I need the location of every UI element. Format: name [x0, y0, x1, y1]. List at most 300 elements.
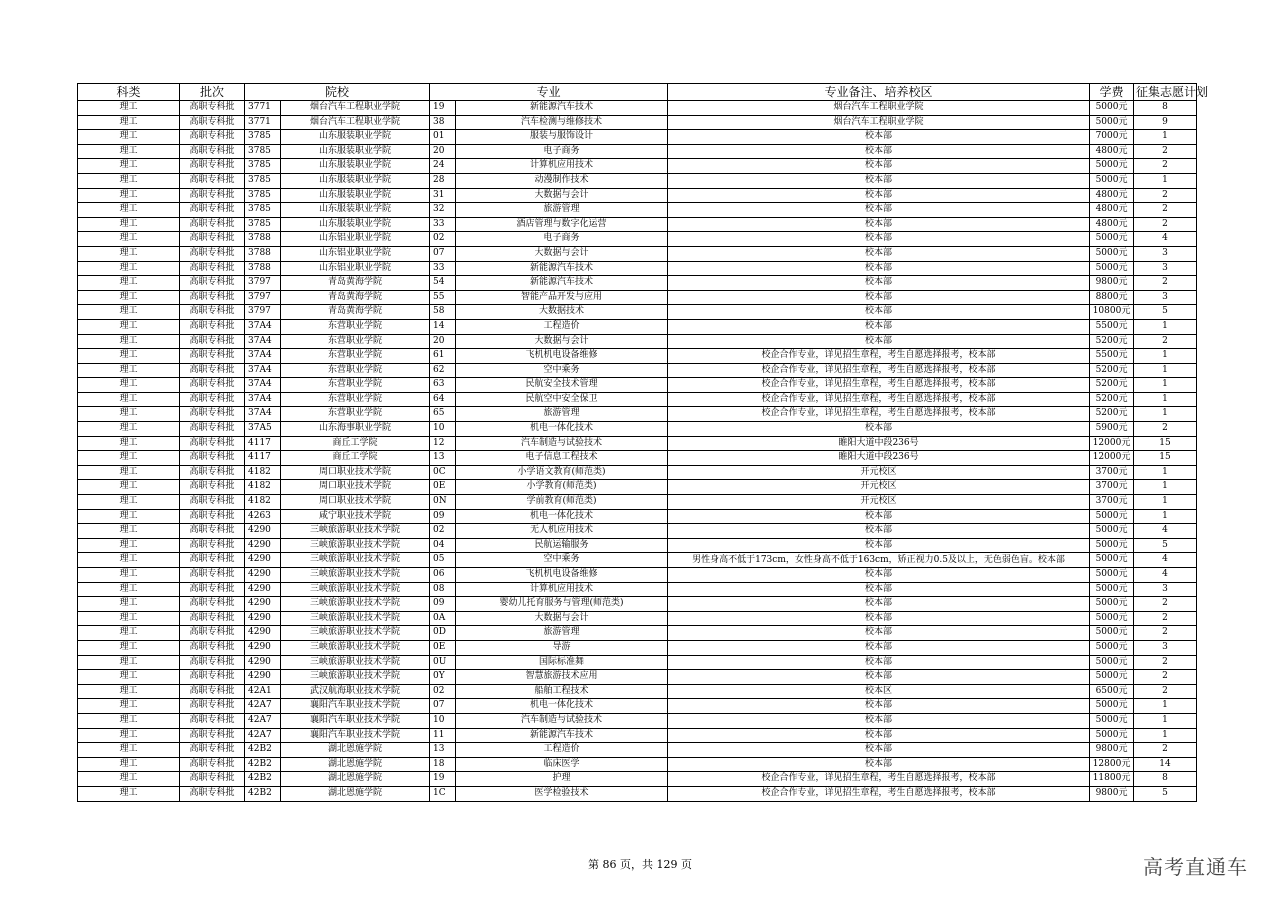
major-code-cell: 62 [430, 363, 456, 378]
notes-cell: 校本部 [668, 713, 1090, 728]
major-name-cell: 计算机应用技术 [456, 159, 668, 174]
category-cell: 理工 [78, 130, 180, 145]
major-name-cell: 汽车制造与试验技术 [456, 436, 668, 451]
major-name-cell: 机电一体化技术 [456, 509, 668, 524]
major-code-cell: 0N [430, 495, 456, 510]
table-body [78, 101, 1197, 802]
notes-cell: 校本部 [668, 524, 1090, 539]
tuition-cell: 5000元 [1090, 173, 1134, 188]
category-cell: 理工 [78, 684, 180, 699]
batch-cell: 高职专科批 [180, 334, 245, 349]
plan-cell: 1 [1134, 363, 1197, 378]
table-row [78, 290, 1197, 305]
school-name-cell: 周口职业技术学院 [281, 480, 430, 495]
school-name-cell: 三峡旅游职业技术学院 [281, 611, 430, 626]
table-row [78, 538, 1197, 553]
school-name-cell: 三峡旅游职业技术学院 [281, 568, 430, 583]
school-code-cell: 4290 [245, 670, 281, 685]
notes-cell: 校本部 [668, 334, 1090, 349]
tuition-cell: 5000元 [1090, 582, 1134, 597]
school-name-cell: 三峡旅游职业技术学院 [281, 538, 430, 553]
table-row [78, 568, 1197, 583]
header-notes: 专业备注、培养校区 [668, 84, 1090, 101]
category-cell: 理工 [78, 524, 180, 539]
table-row [78, 553, 1197, 568]
plan-cell: 2 [1134, 203, 1197, 218]
plan-cell: 2 [1134, 626, 1197, 641]
batch-cell: 高职专科批 [180, 436, 245, 451]
school-code-cell: 3785 [245, 217, 281, 232]
major-code-cell: 09 [430, 597, 456, 612]
tuition-cell: 5000元 [1090, 670, 1134, 685]
major-code-cell: 10 [430, 422, 456, 437]
tuition-cell: 5000元 [1090, 597, 1134, 612]
school-code-cell: 42A7 [245, 728, 281, 743]
major-name-cell: 旅游管理 [456, 407, 668, 422]
school-name-cell: 山东铝业职业学院 [281, 246, 430, 261]
batch-cell: 高职专科批 [180, 670, 245, 685]
batch-cell: 高职专科批 [180, 582, 245, 597]
school-code-cell: 42B2 [245, 757, 281, 772]
school-name-cell: 山东服装职业学院 [281, 203, 430, 218]
school-name-cell: 三峡旅游职业技术学院 [281, 582, 430, 597]
table-row [78, 451, 1197, 466]
tuition-cell: 7000元 [1090, 130, 1134, 145]
school-code-cell: 4117 [245, 436, 281, 451]
major-name-cell: 小学教育(师范类) [456, 480, 668, 495]
batch-cell: 高职专科批 [180, 451, 245, 466]
major-name-cell: 新能源汽车技术 [456, 101, 668, 116]
school-name-cell: 东营职业学院 [281, 349, 430, 364]
batch-cell: 高职专科批 [180, 772, 245, 787]
category-cell: 理工 [78, 626, 180, 641]
batch-cell: 高职专科批 [180, 246, 245, 261]
notes-cell: 校本部 [668, 597, 1090, 612]
tuition-cell: 9800元 [1090, 743, 1134, 758]
notes-cell: 校本部 [668, 305, 1090, 320]
school-code-cell: 4182 [245, 495, 281, 510]
category-cell: 理工 [78, 670, 180, 685]
major-name-cell: 空中乘务 [456, 553, 668, 568]
plan-cell: 2 [1134, 611, 1197, 626]
tuition-cell: 5000元 [1090, 655, 1134, 670]
major-code-cell: 18 [430, 757, 456, 772]
plan-cell: 3 [1134, 261, 1197, 276]
school-name-cell: 东营职业学院 [281, 363, 430, 378]
major-code-cell: 19 [430, 772, 456, 787]
category-cell: 理工 [78, 276, 180, 291]
plan-cell: 2 [1134, 655, 1197, 670]
tuition-cell: 5000元 [1090, 640, 1134, 655]
plan-cell: 2 [1134, 144, 1197, 159]
tuition-cell: 5500元 [1090, 319, 1134, 334]
major-name-cell: 飞机机电设备维修 [456, 568, 668, 583]
major-code-cell: 24 [430, 159, 456, 174]
school-name-cell: 三峡旅游职业技术学院 [281, 553, 430, 568]
plan-cell: 3 [1134, 290, 1197, 305]
category-cell: 理工 [78, 232, 180, 247]
major-code-cell: 63 [430, 378, 456, 393]
table-row [78, 422, 1197, 437]
category-cell: 理工 [78, 115, 180, 130]
school-name-cell: 东营职业学院 [281, 378, 430, 393]
notes-cell: 校本部 [668, 538, 1090, 553]
table-row [78, 699, 1197, 714]
plan-cell: 1 [1134, 173, 1197, 188]
plan-cell: 3 [1134, 582, 1197, 597]
tuition-cell: 6500元 [1090, 684, 1134, 699]
plan-cell: 1 [1134, 728, 1197, 743]
batch-cell: 高职专科批 [180, 538, 245, 553]
major-code-cell: 20 [430, 334, 456, 349]
tuition-cell: 5000元 [1090, 699, 1134, 714]
major-name-cell: 汽车制造与试验技术 [456, 713, 668, 728]
batch-cell: 高职专科批 [180, 349, 245, 364]
school-name-cell: 山东服装职业学院 [281, 217, 430, 232]
plan-cell: 5 [1134, 786, 1197, 801]
header-batch: 批次 [180, 84, 245, 101]
school-code-cell: 3785 [245, 203, 281, 218]
category-cell: 理工 [78, 480, 180, 495]
notes-cell: 校企合作专业，详见招生章程，考生自愿选择报考，校本部 [668, 786, 1090, 801]
batch-cell: 高职专科批 [180, 407, 245, 422]
plan-cell: 2 [1134, 743, 1197, 758]
plan-cell: 2 [1134, 684, 1197, 699]
category-cell: 理工 [78, 305, 180, 320]
school-code-cell: 3788 [245, 261, 281, 276]
table-header-row [78, 84, 1197, 101]
tuition-cell: 11800元 [1090, 772, 1134, 787]
plan-cell: 2 [1134, 188, 1197, 203]
school-code-cell: 42B2 [245, 786, 281, 801]
major-name-cell: 智慧旅游技术应用 [456, 670, 668, 685]
table-row [78, 305, 1197, 320]
table-row [78, 144, 1197, 159]
school-code-cell: 4290 [245, 640, 281, 655]
major-name-cell: 新能源汽车技术 [456, 276, 668, 291]
table-row [78, 159, 1197, 174]
admission-plan-table [77, 83, 1209, 802]
category-cell: 理工 [78, 757, 180, 772]
school-name-cell: 周口职业技术学院 [281, 465, 430, 480]
tuition-cell: 5200元 [1090, 392, 1134, 407]
major-code-cell: 02 [430, 524, 456, 539]
batch-cell: 高职专科批 [180, 130, 245, 145]
notes-cell: 校本部 [668, 699, 1090, 714]
major-code-cell: 19 [430, 101, 456, 116]
table-row [78, 246, 1197, 261]
school-name-cell: 武汉航海职业技术学院 [281, 684, 430, 699]
category-cell: 理工 [78, 261, 180, 276]
plan-cell: 5 [1134, 538, 1197, 553]
notes-cell: 开元校区 [668, 465, 1090, 480]
batch-cell: 高职专科批 [180, 232, 245, 247]
major-name-cell: 导游 [456, 640, 668, 655]
tuition-cell: 5000元 [1090, 261, 1134, 276]
school-code-cell: 3788 [245, 246, 281, 261]
watermark-logo: 高考直通车 [1143, 855, 1248, 879]
school-name-cell: 青岛黄海学院 [281, 290, 430, 305]
major-code-cell: 28 [430, 173, 456, 188]
table-row [78, 611, 1197, 626]
table-row [78, 115, 1197, 130]
notes-cell: 开元校区 [668, 495, 1090, 510]
table-row [78, 495, 1197, 510]
major-code-cell: 54 [430, 276, 456, 291]
tuition-cell: 3700元 [1090, 465, 1134, 480]
plan-cell: 3 [1134, 246, 1197, 261]
header-major: 专业 [430, 84, 668, 101]
tuition-cell: 5900元 [1090, 422, 1134, 437]
batch-cell: 高职专科批 [180, 640, 245, 655]
header-school: 院校 [245, 84, 430, 101]
table-row [78, 597, 1197, 612]
category-cell: 理工 [78, 538, 180, 553]
plan-cell: 1 [1134, 130, 1197, 145]
notes-cell: 校本区 [668, 684, 1090, 699]
table-row [78, 684, 1197, 699]
notes-cell: 校本部 [668, 670, 1090, 685]
school-name-cell: 湖北恩施学院 [281, 772, 430, 787]
major-code-cell: 05 [430, 553, 456, 568]
category-cell: 理工 [78, 436, 180, 451]
notes-cell: 校本部 [668, 173, 1090, 188]
batch-cell: 高职专科批 [180, 699, 245, 714]
school-code-cell: 4182 [245, 480, 281, 495]
major-name-cell: 医学检验技术 [456, 786, 668, 801]
table-row [78, 524, 1197, 539]
tuition-cell: 4800元 [1090, 203, 1134, 218]
school-name-cell: 青岛黄海学院 [281, 276, 430, 291]
notes-cell: 校本部 [668, 509, 1090, 524]
notes-cell: 校本部 [668, 217, 1090, 232]
notes-cell: 校企合作专业，详见招生章程，考生自愿选择报考，校本部 [668, 363, 1090, 378]
major-code-cell: 58 [430, 305, 456, 320]
major-code-cell: 09 [430, 509, 456, 524]
school-name-cell: 襄阳汽车职业技术学院 [281, 713, 430, 728]
category-cell: 理工 [78, 553, 180, 568]
tuition-cell: 5000元 [1090, 538, 1134, 553]
batch-cell: 高职专科批 [180, 480, 245, 495]
school-code-cell: 4290 [245, 524, 281, 539]
tuition-cell: 5000元 [1090, 101, 1134, 116]
table-row [78, 101, 1197, 116]
table-row [78, 261, 1197, 276]
major-name-cell: 空中乘务 [456, 363, 668, 378]
category-cell: 理工 [78, 349, 180, 364]
notes-cell: 校本部 [668, 582, 1090, 597]
school-name-cell: 东营职业学院 [281, 407, 430, 422]
tuition-cell: 5000元 [1090, 626, 1134, 641]
batch-cell: 高职专科批 [180, 115, 245, 130]
major-name-cell: 大数据与会计 [456, 611, 668, 626]
plan-cell: 4 [1134, 568, 1197, 583]
tuition-cell: 5000元 [1090, 232, 1134, 247]
school-name-cell: 山东服装职业学院 [281, 188, 430, 203]
school-code-cell: 3785 [245, 144, 281, 159]
plan-cell: 3 [1134, 640, 1197, 655]
category-cell: 理工 [78, 363, 180, 378]
tuition-cell: 9800元 [1090, 276, 1134, 291]
school-code-cell: 37A4 [245, 349, 281, 364]
category-cell: 理工 [78, 144, 180, 159]
plan-cell: 2 [1134, 217, 1197, 232]
header-plan: 征集志愿计划 [1134, 84, 1197, 101]
table-row [78, 319, 1197, 334]
batch-cell: 高职专科批 [180, 713, 245, 728]
plan-cell: 1 [1134, 699, 1197, 714]
school-name-cell: 周口职业技术学院 [281, 495, 430, 510]
notes-cell: 校本部 [668, 276, 1090, 291]
school-name-cell: 三峡旅游职业技术学院 [281, 524, 430, 539]
school-name-cell: 三峡旅游职业技术学院 [281, 670, 430, 685]
major-code-cell: 10 [430, 713, 456, 728]
category-cell: 理工 [78, 509, 180, 524]
category-cell: 理工 [78, 699, 180, 714]
notes-cell: 校本部 [668, 232, 1090, 247]
plan-cell: 2 [1134, 334, 1197, 349]
major-name-cell: 机电一体化技术 [456, 422, 668, 437]
school-name-cell: 山东海事职业学院 [281, 422, 430, 437]
major-code-cell: 0A [430, 611, 456, 626]
table-row [78, 670, 1197, 685]
major-name-cell: 船舶工程技术 [456, 684, 668, 699]
tuition-cell: 3700元 [1090, 480, 1134, 495]
notes-cell: 校本部 [668, 611, 1090, 626]
tuition-cell: 5200元 [1090, 378, 1134, 393]
school-code-cell: 4290 [245, 655, 281, 670]
batch-cell: 高职专科批 [180, 655, 245, 670]
batch-cell: 高职专科批 [180, 743, 245, 758]
school-code-cell: 4117 [245, 451, 281, 466]
category-cell: 理工 [78, 640, 180, 655]
school-code-cell: 3797 [245, 290, 281, 305]
table-row [78, 378, 1197, 393]
table-row [78, 334, 1197, 349]
category-cell: 理工 [78, 772, 180, 787]
category-cell: 理工 [78, 246, 180, 261]
notes-cell: 校企合作专业，详见招生章程，考生自愿选择报考，校本部 [668, 392, 1090, 407]
major-code-cell: 32 [430, 203, 456, 218]
table-row [78, 640, 1197, 655]
category-cell: 理工 [78, 392, 180, 407]
notes-cell: 校本部 [668, 640, 1090, 655]
tuition-cell: 10800元 [1090, 305, 1134, 320]
plan-cell: 1 [1134, 509, 1197, 524]
major-code-cell: 61 [430, 349, 456, 364]
category-cell: 理工 [78, 786, 180, 801]
notes-cell: 校本部 [668, 422, 1090, 437]
school-name-cell: 青岛黄海学院 [281, 305, 430, 320]
major-name-cell: 飞机机电设备维修 [456, 349, 668, 364]
notes-cell: 睢阳大道中段236号 [668, 436, 1090, 451]
major-code-cell: 11 [430, 728, 456, 743]
batch-cell: 高职专科批 [180, 217, 245, 232]
page-number: 第 86 页，共 129 页 [588, 858, 692, 871]
school-code-cell: 4290 [245, 611, 281, 626]
school-name-cell: 三峡旅游职业技术学院 [281, 640, 430, 655]
notes-cell: 校本部 [668, 743, 1090, 758]
category-cell: 理工 [78, 101, 180, 116]
school-name-cell: 山东铝业职业学院 [281, 232, 430, 247]
plan-cell: 2 [1134, 670, 1197, 685]
plan-cell: 1 [1134, 480, 1197, 495]
major-code-cell: 0E [430, 640, 456, 655]
notes-cell: 开元校区 [668, 480, 1090, 495]
notes-cell: 校本部 [668, 290, 1090, 305]
school-code-cell: 3785 [245, 159, 281, 174]
table-row [78, 772, 1197, 787]
table-row [78, 203, 1197, 218]
school-name-cell: 山东服装职业学院 [281, 130, 430, 145]
school-name-cell: 商丘工学院 [281, 451, 430, 466]
tuition-cell: 3700元 [1090, 495, 1134, 510]
table-row [78, 173, 1197, 188]
notes-cell: 烟台汽车工程职业学院 [668, 115, 1090, 130]
school-code-cell: 42B2 [245, 743, 281, 758]
major-name-cell: 工程造价 [456, 319, 668, 334]
notes-cell: 校本部 [668, 261, 1090, 276]
tuition-cell: 5000元 [1090, 246, 1134, 261]
school-name-cell: 襄阳汽车职业技术学院 [281, 699, 430, 714]
school-code-cell: 37A4 [245, 334, 281, 349]
notes-cell: 校企合作专业，详见招生章程，考生自愿选择报考，校本部 [668, 378, 1090, 393]
school-name-cell: 东营职业学院 [281, 392, 430, 407]
major-name-cell: 临床医学 [456, 757, 668, 772]
plan-cell: 1 [1134, 392, 1197, 407]
table-row [78, 276, 1197, 291]
school-code-cell: 3788 [245, 232, 281, 247]
school-name-cell: 山东服装职业学院 [281, 159, 430, 174]
school-code-cell: 37A5 [245, 422, 281, 437]
major-code-cell: 0E [430, 480, 456, 495]
plan-cell: 5 [1134, 305, 1197, 320]
batch-cell: 高职专科批 [180, 626, 245, 641]
school-name-cell: 烟台汽车工程职业学院 [281, 101, 430, 116]
major-code-cell: 38 [430, 115, 456, 130]
school-code-cell: 42A7 [245, 713, 281, 728]
major-name-cell: 民航空中安全保卫 [456, 392, 668, 407]
major-code-cell: 07 [430, 246, 456, 261]
table-row [78, 786, 1197, 801]
notes-cell: 睢阳大道中段236号 [668, 451, 1090, 466]
major-name-cell: 大数据与会计 [456, 246, 668, 261]
plan-cell: 8 [1134, 772, 1197, 787]
major-name-cell: 智能产品开发与应用 [456, 290, 668, 305]
batch-cell: 高职专科批 [180, 684, 245, 699]
table-row [78, 582, 1197, 597]
category-cell: 理工 [78, 290, 180, 305]
table-row [78, 713, 1197, 728]
plan-cell: 2 [1134, 159, 1197, 174]
major-name-cell: 服装与服饰设计 [456, 130, 668, 145]
plan-cell: 9 [1134, 115, 1197, 130]
notes-cell: 校企合作专业，详见招生章程，考生自愿选择报考，校本部 [668, 349, 1090, 364]
batch-cell: 高职专科批 [180, 101, 245, 116]
plan-cell: 1 [1134, 349, 1197, 364]
category-cell: 理工 [78, 655, 180, 670]
plan-cell: 1 [1134, 713, 1197, 728]
tuition-cell: 9800元 [1090, 786, 1134, 801]
batch-cell: 高职专科批 [180, 465, 245, 480]
plan-cell: 2 [1134, 276, 1197, 291]
batch-cell: 高职专科批 [180, 509, 245, 524]
school-name-cell: 湖北恩施学院 [281, 743, 430, 758]
batch-cell: 高职专科批 [180, 524, 245, 539]
school-code-cell: 4290 [245, 553, 281, 568]
batch-cell: 高职专科批 [180, 728, 245, 743]
school-code-cell: 3797 [245, 276, 281, 291]
